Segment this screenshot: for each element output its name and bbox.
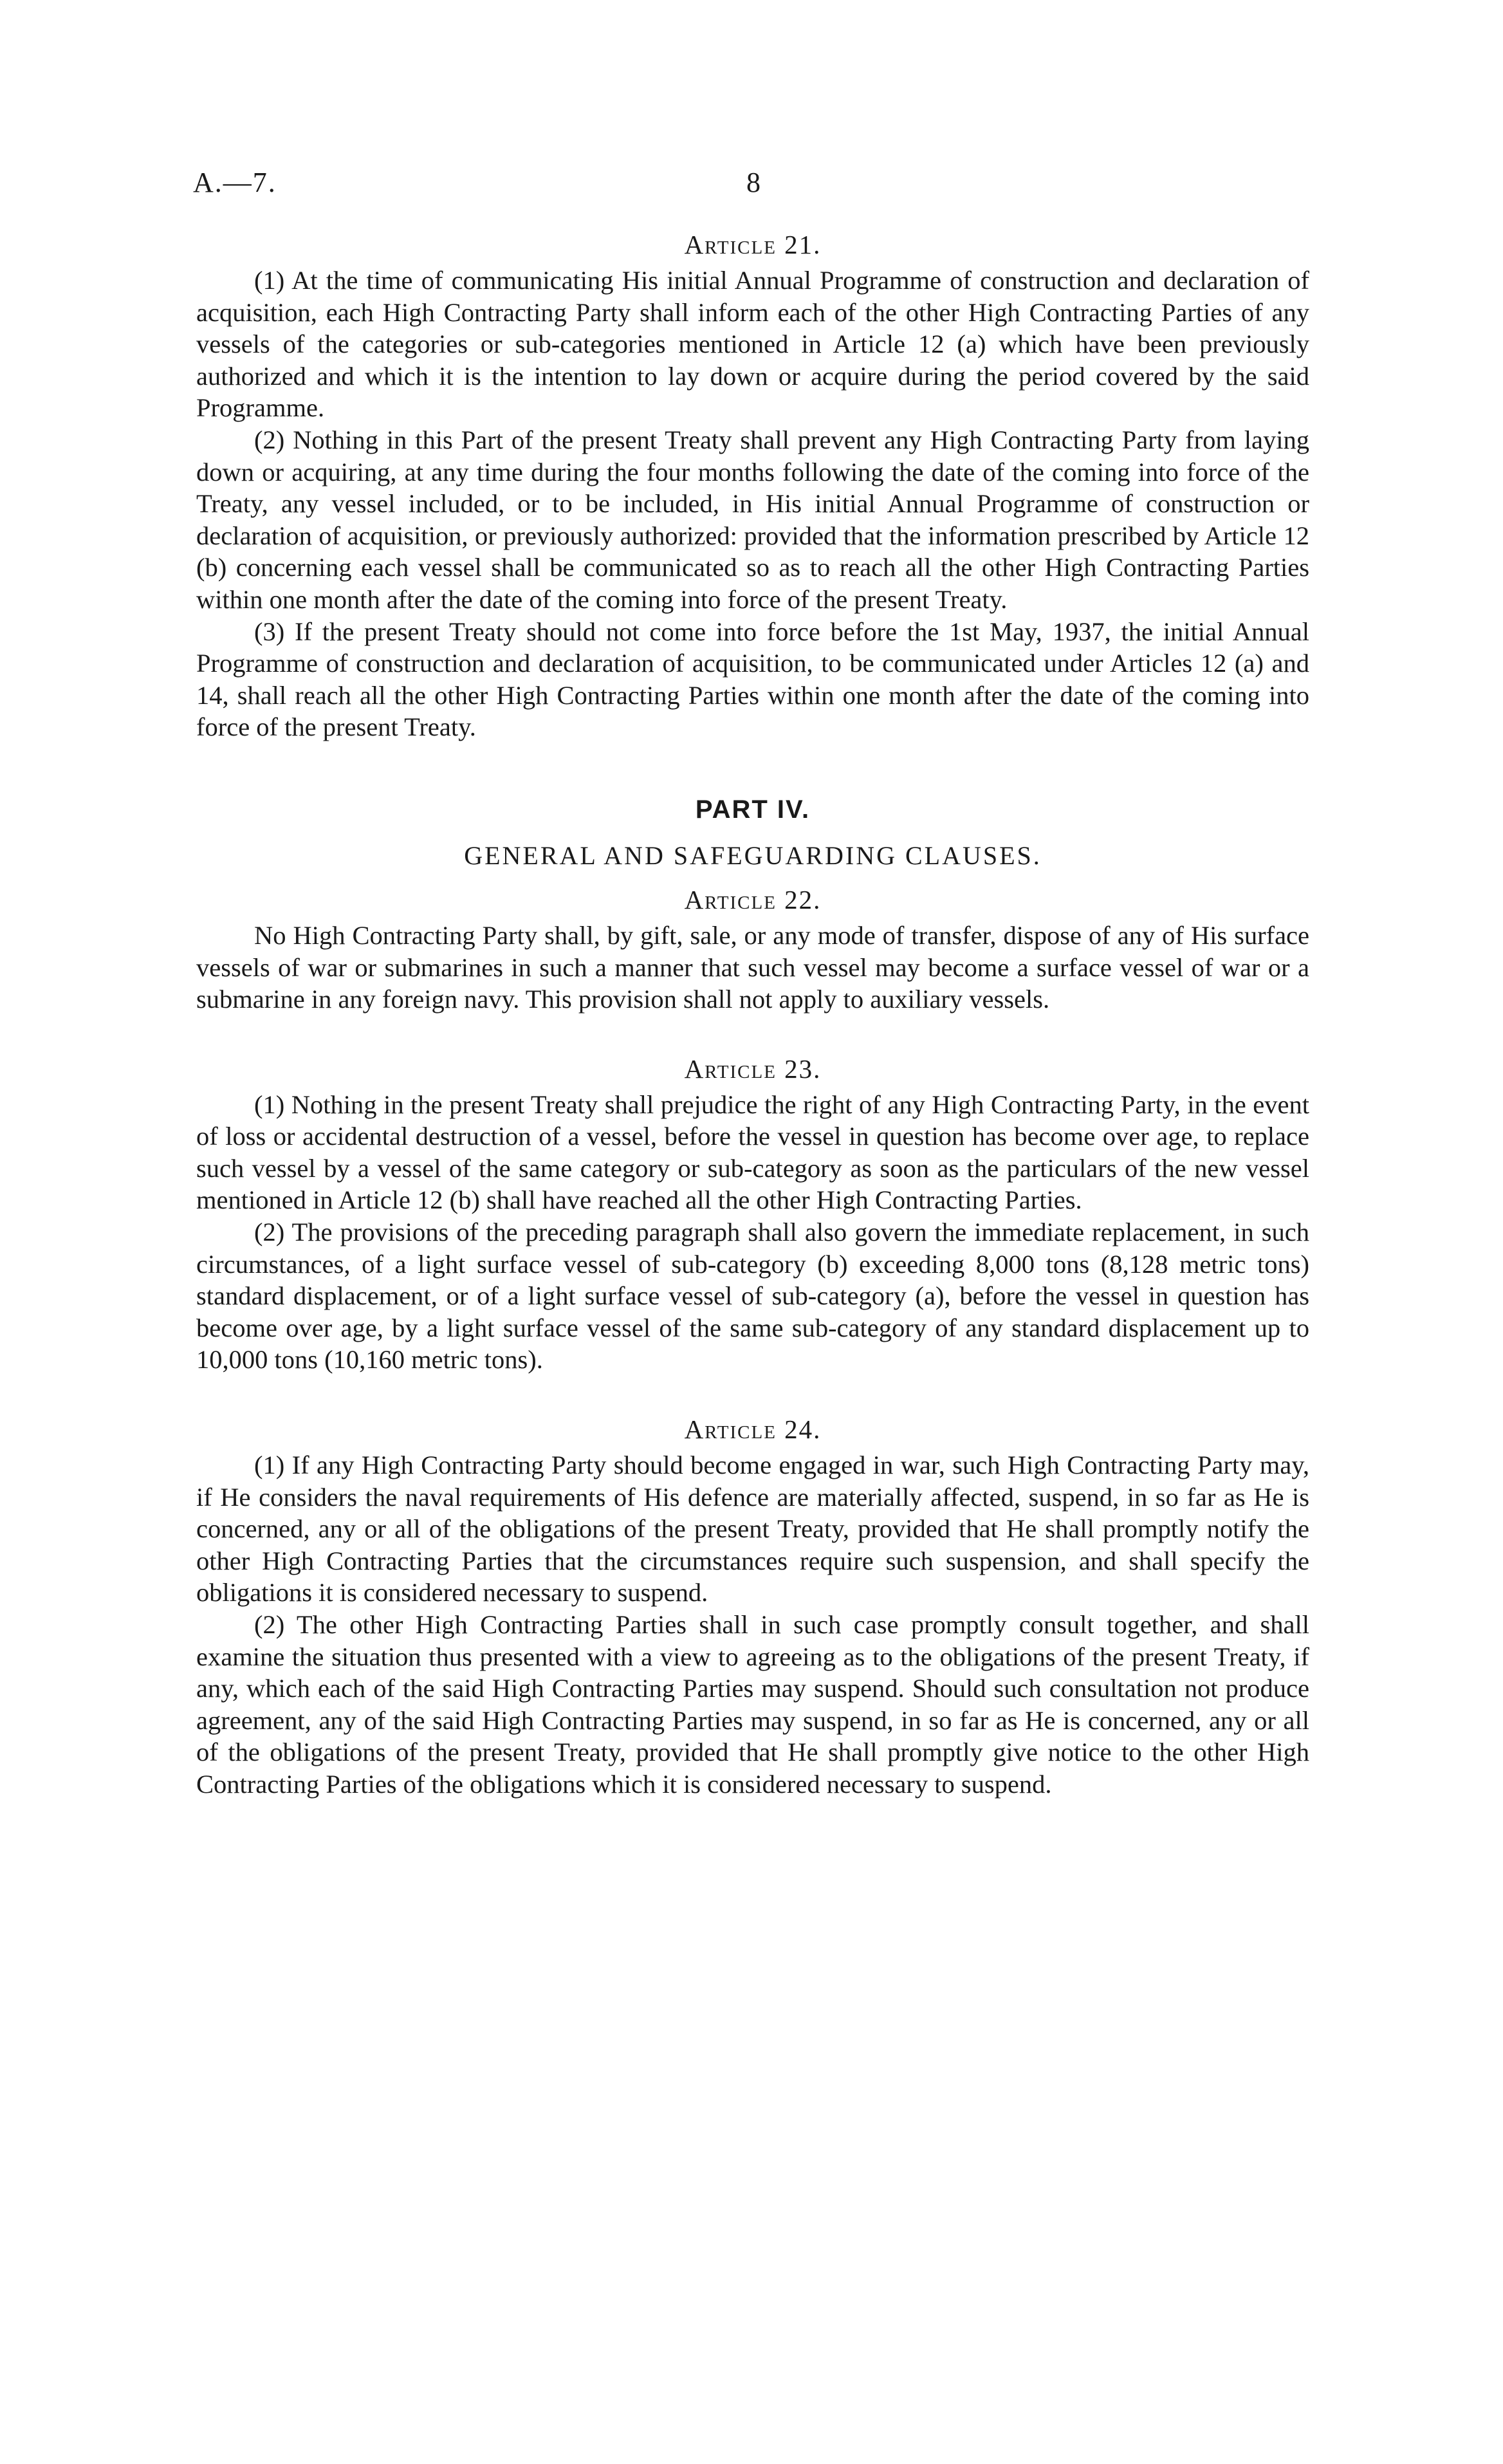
- article-22-heading: Article 22.: [684, 884, 822, 914]
- article-21-heading: Article 21.: [684, 230, 822, 259]
- article-24: [196, 1413, 1309, 1801]
- part-subtitle: GENERAL AND SAFEGUARDING CLAUSES.: [464, 840, 1042, 870]
- article-21-paragraph-1: (1) At the time of communicating His initial Annual Programme of construction and declaration of acquisition, each High Contracting Party shall inform each of the other High Contracting Parties of any vessels of the categories or sub-categories mentioned in Article 12 (a) which have been previously authorized and which it is the intention to lay down or acquire during the period covered by the said Programme.: [196, 266, 1309, 423]
- article-23: [196, 1053, 1309, 1376]
- article-21: [196, 228, 1309, 743]
- document-body: [196, 228, 1309, 1801]
- article-22-paragraph-1: No High Contracting Party shall, by gift, sale, or any mode of transfer, dispose of any of His surface vessels of war or submarines in such a manner that such vessel may become a surface vessel of war or a submarine in any foreign navy. This provision shall not apply to auxiliary vessels.: [196, 920, 1309, 1014]
- article-21-paragraph-2: (2) Nothing in this Part of the present Treaty shall prevent any High Contracting Party from laying down or acquiring, at any time during the four months following the date of the coming into force of the Treaty, any vessel included, or to be included, in His initial Annual Programme of construction or declaration of acquisition, or previously authorized: provided that the information prescribed by Article 12 (b) concerning each vessel shall be communicated so as to reach all the other High Contracting Parties within one month after the date of the coming into force of the present Treaty.: [196, 425, 1309, 614]
- article-24-heading: Article 24.: [684, 1414, 822, 1445]
- article-24-paragraph-2: (2) The other High Contracting Parties shall in such case promptly consult together, and shall examine the situation thus presented with a view to agreeing as to the obligations of the present Treaty, if any, which each of the said High Contracting Parties may suspend. Should such consultation not produce agreement, any of the said High Contracting Parties may suspend, in so far as He is concerned, any or all of the obligations of the present Treaty, provided that He shall promptly give notice to the other High Contracting Parties of the obligations which it is considered necessary to suspend.: [196, 1610, 1309, 1799]
- document-reference: A.—7.: [193, 167, 277, 198]
- article-23-paragraph-2: (2) The provisions of the preceding paragraph shall also govern the immediate replacement, in such circumstances, of a light surface vessel of sub-category (b) exceeding 8,000 tons (8,128 metric tons) standard displacement, or of a light surface vessel of sub-category (a), before the vessel in question has become over age, by a light surface vessel of the same sub-category of any standard displacement up to 10,000 tons (10,160 metric tons).: [196, 1218, 1309, 1375]
- article-21-paragraph-3: (3) If the present Treaty should not come into force before the 1st May, 1937, the initial Annual Programme of construction and declaration of acquisition, to be communicated under Articles 12 (a) and 14, shall reach all the other High Contracting Parties within one month after the date of the coming into force of the present Treaty.: [196, 616, 1309, 742]
- page-number: 8: [746, 167, 761, 198]
- article-24-paragraph-1: (1) If any High Contracting Party should become engaged in war, such High Contracting Party may, if He considers the naval requirements of His defence are materially affected, suspend, in so far as He is concerned, any or all of the obligations of the present Treaty, provided that He shall promptly notify the other High Contracting Parties that the circumstances require such suspension, and shall specify the obligations it is considered necessary to suspend.: [196, 1450, 1309, 1607]
- part-title: PART IV.: [695, 795, 811, 824]
- article-23-heading: Article 23.: [684, 1053, 822, 1084]
- article-22: [196, 884, 1309, 1015]
- article-23-paragraph-1: (1) Nothing in the present Treaty shall prejudice the right of any High Contracting Party, in the event of loss or accidental destruction of a vessel, before the vessel in question has become over age, to replace such vessel by a vessel of the same category or sub-category as soon as the particulars of the new vessel mentioned in Article 12 (b) shall have reached all the other High Contracting Parties.: [196, 1089, 1309, 1215]
